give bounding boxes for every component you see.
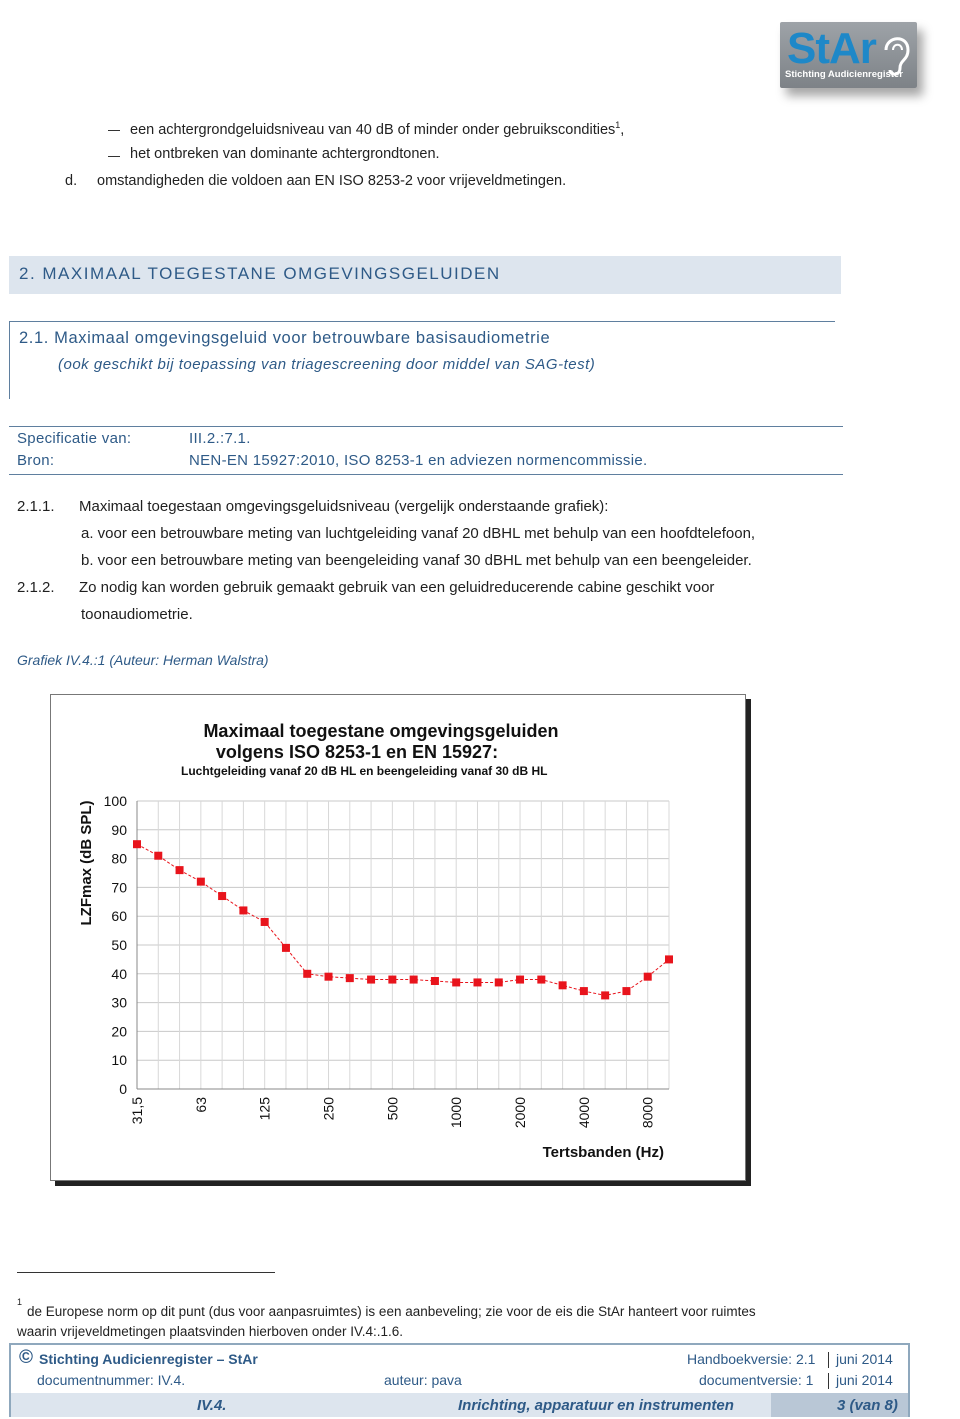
series-line xyxy=(133,840,673,999)
spec-label: Specificatie van: xyxy=(17,430,132,447)
data-point xyxy=(133,840,141,848)
footer-org: Stichting Audicienregister – StAr xyxy=(39,1351,258,1367)
y-tick-label: 20 xyxy=(111,1023,127,1040)
footer-separator xyxy=(828,1373,829,1389)
footer-chapter: IV.4. xyxy=(197,1397,227,1414)
data-point xyxy=(239,906,247,914)
logo-subtitle: Stichting Audicienregister xyxy=(785,69,903,80)
data-point xyxy=(388,976,396,984)
data-point xyxy=(473,978,481,986)
list-dash xyxy=(108,130,120,131)
data-point xyxy=(282,944,290,952)
subsection-title: 2.1. Maximaal omgevingsgeluid voor betrouwbare basisaudiometrie xyxy=(19,329,551,347)
logo-text: StAr xyxy=(787,24,876,73)
chart-title: Maximaal toegestane omgevingsgeluiden xyxy=(203,721,559,741)
footer-doc-version: documentversie: 1 xyxy=(699,1372,814,1388)
section-title: 2. MAXIMAAL TOEGESTANE OMGEVINGSGELUIDEN xyxy=(19,264,501,283)
x-tick-label: 2000 xyxy=(512,1097,529,1129)
x-tick-label: 4000 xyxy=(575,1097,592,1129)
paragraph-number: 2.1.2. xyxy=(17,579,55,596)
chart-title-2: volgens ISO 8253-1 en EN 15927: xyxy=(215,742,499,762)
y-tick-label: 70 xyxy=(111,879,127,896)
footnote-rule xyxy=(17,1272,275,1273)
footnote-number: 1 xyxy=(17,1297,23,1307)
star-logo xyxy=(780,22,917,88)
grid xyxy=(137,801,669,1089)
x-tick-label: 500 xyxy=(384,1097,401,1121)
data-point xyxy=(346,974,354,982)
series-path xyxy=(137,844,669,995)
data-point xyxy=(622,987,630,995)
paragraph-text-cont: toonaudiometrie. xyxy=(81,606,193,623)
data-point xyxy=(367,976,375,984)
data-point xyxy=(303,970,311,978)
data-point xyxy=(197,878,205,886)
figure-caption: Grafiek IV.4.:1 (Auteur: Herman Walstra) xyxy=(17,652,269,668)
divider xyxy=(9,321,10,399)
paragraph-number: 2.1.1. xyxy=(17,498,55,515)
x-tick-label: 125 xyxy=(256,1097,273,1121)
y-tick-label: 40 xyxy=(111,965,127,982)
list-item-dominant-tones: het ontbreken van dominante achtergrondtonen. xyxy=(130,146,440,162)
list-item-background-noise: een achtergrondgeluidsniveau van 40 dB of minder onder gebruikscondities$^1$, xyxy=(130,120,625,138)
data-point xyxy=(431,977,439,985)
paragraph-text: Maximaal toegestaan omgevingsgeluidsniveau (vergelijk onderstaande grafiek): xyxy=(79,498,609,515)
y-tick-label: 0 xyxy=(119,1081,127,1097)
x-tick-label: 31,5 xyxy=(129,1097,145,1125)
y-tick-label: 10 xyxy=(111,1052,127,1069)
footer-handbook-date: juni 2014 xyxy=(836,1351,893,1367)
data-point xyxy=(644,973,652,981)
x-axis-label: Tertsbanden (Hz) xyxy=(542,1144,664,1161)
list-label-d: d. xyxy=(65,173,78,189)
footer-chapter-title: Inrichting, apparatuur en instrumenten xyxy=(458,1397,734,1414)
footer-page-number: 3 (van 8) xyxy=(837,1397,898,1414)
x-tick-label: 1000 xyxy=(448,1097,465,1129)
data-point xyxy=(154,852,162,860)
copyright-icon: © xyxy=(19,1347,33,1368)
list-item-d: omstandigheden die voldoen aan EN ISO 8253-2 voor vrijeveldmetingen. xyxy=(97,173,567,189)
y-tick-label: 100 xyxy=(103,793,127,809)
bron-label: Bron: xyxy=(17,452,55,469)
data-point xyxy=(218,892,226,900)
bron-value: NEN-EN 15927:2010, ISO 8253-1 en adviezen normencommissie. xyxy=(189,452,648,469)
data-point xyxy=(665,955,673,963)
data-point xyxy=(559,981,567,989)
y-tick-label: 60 xyxy=(111,908,127,925)
chart-subtitle: Luchtgeleiding vanaf 20 dB HL en beengeleiding vanaf 30 dB HL xyxy=(181,764,548,778)
divider xyxy=(9,426,843,427)
paragraph-text: Zo nodig kan worden gebruik gemaakt gebruik van een geluidreducerende cabine geschikt voor xyxy=(79,579,715,596)
paragraph-item-a: a. voor een betrouwbare meting van luchtgeleiding vanaf 20 dBHL met behulp van een hoofdtelefoon, xyxy=(81,525,756,542)
x-tick-label: 250 xyxy=(320,1097,337,1121)
y-axis-label: LZFmax (dB SPL) xyxy=(78,800,95,926)
y-tick-label: 80 xyxy=(111,850,127,867)
footer-handbook-version: Handboekversie: 2.1 xyxy=(687,1351,816,1367)
paragraph-item-b: b. voor een betrouwbare meting van beengeleiding vanaf 30 dBHL met behulp van een beengeleider. xyxy=(81,552,752,569)
footer-author: auteur: pava xyxy=(384,1372,462,1388)
x-tick-label: 8000 xyxy=(639,1097,656,1129)
page-footer xyxy=(9,1343,910,1417)
data-point xyxy=(410,976,418,984)
footer-separator xyxy=(828,1352,829,1368)
data-point xyxy=(601,991,609,999)
data-point xyxy=(516,976,524,984)
divider xyxy=(9,474,843,475)
chart-frame xyxy=(50,694,746,1181)
x-tick-label: 63 xyxy=(192,1097,209,1113)
data-point xyxy=(495,978,503,986)
footnote-line-2: waarin vrijeveldmetingen plaatsvinden hierboven onder IV.4:.1.6. xyxy=(17,1324,403,1339)
subsection-subtitle: (ook geschikt bij toepassing van triagescreening door middel van SAG-test) xyxy=(58,356,596,373)
data-point xyxy=(261,918,269,926)
x-ticks xyxy=(129,1097,656,1128)
data-point xyxy=(537,976,545,984)
y-tick-label: 30 xyxy=(111,994,127,1011)
list-dash xyxy=(108,156,120,157)
divider xyxy=(9,321,835,322)
spec-value: III.2.:7.1. xyxy=(189,430,251,447)
data-point xyxy=(580,987,588,995)
footer-docnumber: documentnummer: IV.4. xyxy=(37,1372,186,1388)
noise-limit-chart xyxy=(51,695,745,1180)
data-point xyxy=(452,978,460,986)
data-point xyxy=(325,973,333,981)
y-tick-label: 50 xyxy=(111,937,127,953)
data-point xyxy=(176,866,184,874)
y-ticks xyxy=(104,793,128,1097)
footer-doc-date: juni 2014 xyxy=(836,1372,893,1388)
y-tick-label: 90 xyxy=(111,821,127,838)
footnote-line-1: de Europese norm op dit punt (dus voor aanpasruimtes) is een aanbeveling; zie voor de eis die StAr hanteert voor ruimtes xyxy=(27,1304,756,1319)
